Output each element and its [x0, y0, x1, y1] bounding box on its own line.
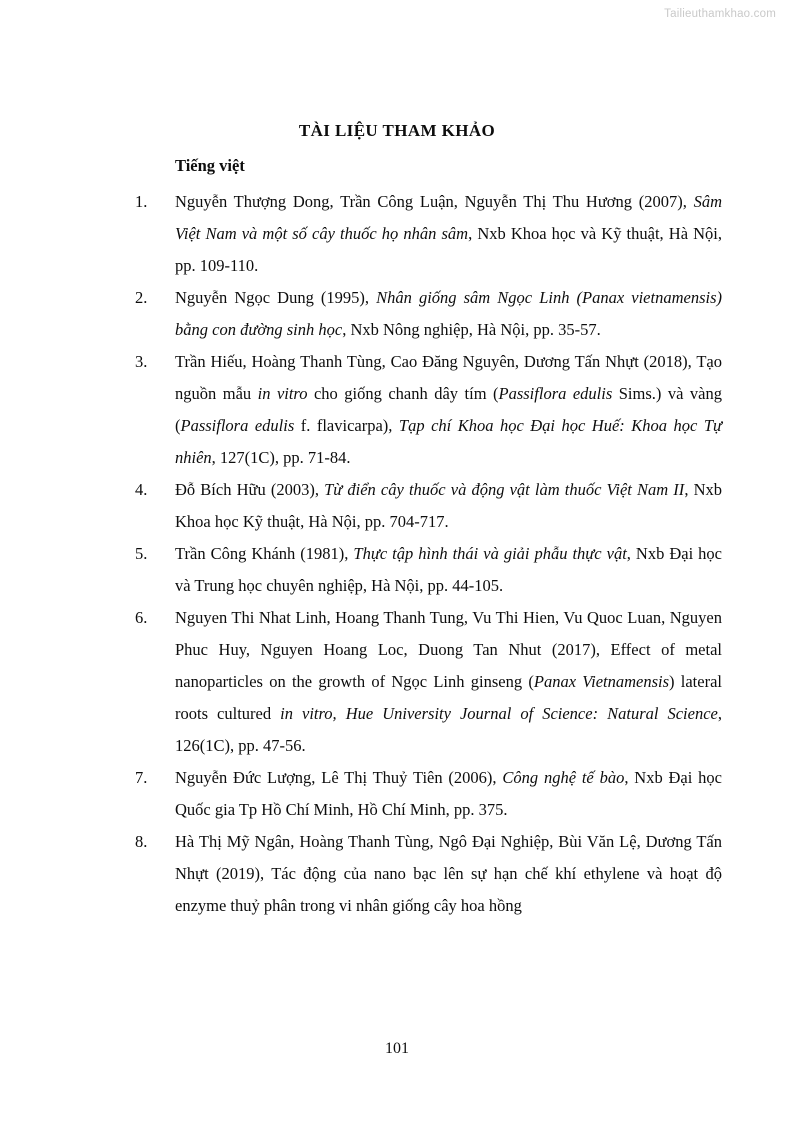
reference-text	[175, 474, 722, 538]
reference-text-roman: , Nxb Nông nghiệp, Hà Nội, pp. 35-57.	[342, 320, 601, 339]
language-subheading: Tiếng việt	[175, 156, 245, 175]
reference-text-roman: Trần Công Khánh (1981),	[175, 544, 354, 563]
reference-text-roman: Nguyen Thi Nhat Linh, Hoang Thanh Tung, Vu Thi Hien, Vu Quoc Luan, Nguyen Phuc Huy, Nguyen Hoang Loc, Duong Tan Nhut (2017), Effect of metal nanoparticles on the growth of Ngọc Linh ginseng (	[175, 608, 722, 691]
reference-item	[135, 186, 722, 282]
reference-text-roman: , Nxb Khoa học Kỹ thuật, Hà Nội, pp. 704-717.	[175, 480, 722, 531]
reference-item	[135, 602, 722, 762]
reference-text-roman: Hà Thị Mỹ Ngân, Hoàng Thanh Tùng, Ngô Đại Nghiệp, Bùi Văn Lệ, Dương Tấn Nhựt (2019), Tác động của nano bạc lên sự hạn chế khí ethylene và hoạt độ enzyme thuỷ phân trong vi nhân giống cây hoa hồng	[175, 832, 722, 915]
reference-item	[135, 762, 722, 826]
reference-item	[135, 346, 722, 474]
reference-text-roman: Đỗ Bích Hữu (2003),	[175, 480, 325, 499]
reference-number: 5.	[135, 544, 148, 563]
reference-text-roman: Nguyễn Thượng Dong, Trần Công Luận, Nguyễn Thị Thu Hương (2007),	[175, 192, 694, 211]
reference-number: 8.	[135, 832, 148, 851]
reference-item	[135, 282, 722, 346]
reference-text	[175, 538, 722, 602]
reference-text-italic: Nhân giống sâm Ngọc Linh (Panax vietnamensis) bằng con đường sinh học	[175, 288, 723, 339]
reference-text-italic: Sâm Việt Nam và một số cây thuốc họ nhân sâm	[175, 192, 722, 243]
reference-text-italic: in vitro	[257, 384, 308, 403]
reference-text-italic: Panax Vietnamensis	[533, 672, 670, 691]
reference-text-italic: Từ điển cây thuốc và động vật làm thuốc Việt Nam II	[324, 480, 685, 499]
reference-text-roman: Nguyễn Ngọc Dung (1995),	[175, 288, 377, 307]
reference-number: 1.	[135, 192, 148, 211]
reference-text-italic: Passiflora edulis	[180, 416, 295, 435]
reference-text-roman: , Nxb Khoa học và Kỹ thuật, Hà Nội, pp. 109-110.	[175, 224, 722, 275]
reference-text-italic: , Tạp chí Khoa học Đại học Huế: Khoa học Tự nhiên	[175, 416, 722, 467]
reference-item	[135, 538, 722, 602]
reference-text-roman: , 127(1C), pp. 71-84.	[211, 448, 351, 467]
reference-text-roman: Nguyễn Đức Lượng, Lê Thị Thuỷ Tiên (2006),	[175, 768, 503, 787]
reference-number: 4.	[135, 480, 148, 499]
site-watermark: Tailieuthamkhao.com	[664, 8, 776, 20]
reference-text-italic: Passiflora edulis	[498, 384, 613, 403]
reference-number: 6.	[135, 608, 148, 627]
reference-item	[135, 474, 722, 538]
reference-text	[175, 762, 722, 826]
reference-text-italic: in vitro, Hue University Journal of Science: Natural Science	[280, 704, 718, 723]
reference-text	[175, 186, 722, 282]
reference-text	[175, 602, 722, 762]
reference-text-roman: Sims.) và vàng (	[175, 384, 722, 435]
reference-text	[175, 346, 722, 474]
reference-text-roman: , 126(1C), pp. 47-56.	[175, 704, 722, 755]
reference-text-roman: , Nxb Đại học và Trung học chuyên nghiệp, Hà Nội, pp. 44-105.	[175, 544, 722, 595]
reference-number: 2.	[135, 288, 148, 307]
reference-text-italic: Công nghệ tế bào	[502, 768, 625, 787]
reference-item	[135, 826, 722, 922]
reference-text	[175, 826, 722, 922]
reference-number: 7.	[135, 768, 148, 787]
reference-list	[135, 186, 722, 922]
reference-text-roman: cho giống chanh dây tím (	[307, 384, 499, 403]
reference-text-roman: Trần Hiếu, Hoàng Thanh Tùng, Cao Đăng Nguyên, Dương Tấn Nhựt (2018), Tạo nguồn mẫu	[175, 352, 722, 403]
reference-text-italic: Thực tập hình thái và giải phẫu thực vật	[353, 544, 627, 563]
reference-text-roman: , Nxb Đại học Quốc gia Tp Hồ Chí Minh, Hồ Chí Minh, pp. 375.	[175, 768, 722, 819]
reference-text-roman: ) lateral roots cultured	[175, 672, 722, 723]
reference-number: 3.	[135, 352, 148, 371]
page-number: 101	[385, 1040, 409, 1057]
page-title: TÀI LIỆU THAM KHẢO	[298, 121, 496, 141]
references-content	[135, 150, 722, 922]
reference-text-roman: f. flavicarpa)	[294, 416, 389, 435]
reference-text	[175, 282, 722, 346]
